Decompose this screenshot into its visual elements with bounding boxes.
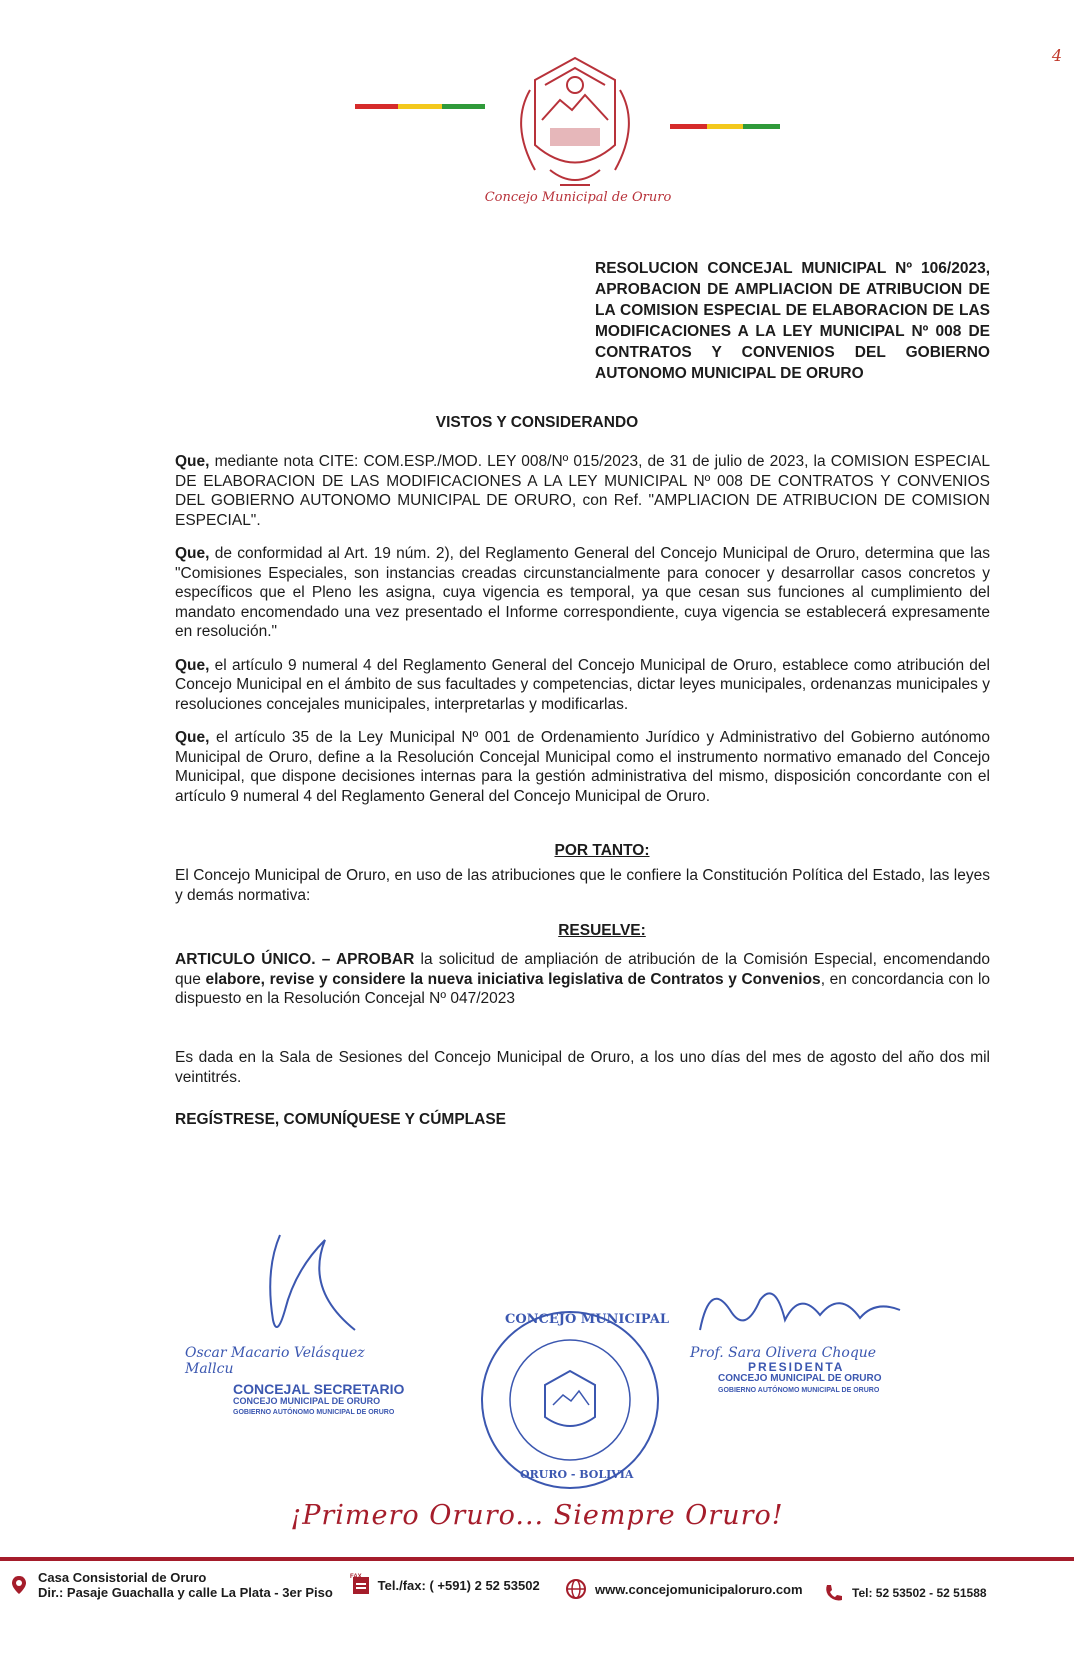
page-number-mark: 4: [1051, 46, 1062, 65]
footer-slogan: ¡Primero Oruro... Siempre Oruro!: [290, 1500, 784, 1531]
por-tanto-heading: POR TANTO:: [554, 842, 650, 859]
considerandos: [175, 452, 990, 820]
president-signature-block: [690, 1280, 920, 1460]
president-name: Prof. Sara Olivera Choque: [690, 1345, 877, 1361]
phone-icon: [822, 1582, 844, 1604]
considerando-paragraph: Que, el artículo 9 numeral 4 del Reglamento General del Concejo Municipal de Oruro, establece como atribución del Concejo Municipal en el ámbito de sus facultades y competencias, dictar leyes municipales, ordenanzas municipales y resoluciones concejales municipales, interpretarlas y modificarlas.: [175, 656, 990, 713]
secretary-signature: [185, 1230, 385, 1340]
seal-top-text: CONCEJO MUNICIPAL: [505, 1312, 669, 1327]
telfax-block: [350, 1574, 540, 1596]
president-stamp: PRESIDENTA CONCEJO MUNICIPAL DE ORURO GOBIERNO AUTÓNOMO MUNICIPAL DE ORURO: [718, 1360, 882, 1394]
document-header: [0, 40, 1074, 220]
document-footer: [0, 1564, 1074, 1644]
article-lead: ARTICULO ÚNICO. – APROBAR: [175, 951, 415, 968]
seal-bottom-text: ORURO - BOLIVIA: [520, 1468, 634, 1481]
considerando-paragraph: Que, el artículo 35 de la Ley Municipal Nº 001 de Ordenamiento Jurídico y Administrativo del Gobierno autónomo Municipal de Oruro, define a la Resolución Concejal Municipal como el instrumento normativo emanado del Concejo Municipal, que dispone decisiones internas para la gestión administrativa del mismo, disposición concordante con el artículo 9 numeral 4 del Reglamento General del Concejo Municipal de Oruro.: [175, 729, 990, 805]
articulo-unico: ARTICULO ÚNICO. – APROBAR la solicitud de ampliación de atribución de la Comisión Especial, encomendando que elabore, revise y considere la nueva iniciativa legislativa de Contratos y Convenios, en concordancia con lo dispuesto en la Resolución Concejal Nº 047/2023: [175, 951, 991, 1007]
considerando-paragraph: Que, de conformidad al Art. 19 núm. 2), del Reglamento General del Concejo Municipal de Oruro, determina que las "Comisiones Especiales, son instancias creadas circunstancialmente para conocer y desarrollar casos concretos y específicos que el Pleno les asigna, cuya vigencia es temporal, ya que cesan sus funciones al cumplimiento del mandato encomendado una vez presentado el Informe correspondiente, cuya vigencia se establecerá expresamente en resolución.": [175, 545, 990, 640]
resuelve-heading: RESUELVE:: [558, 922, 646, 939]
tel-text: Tel: 52 53502 - 52 51588: [852, 1586, 987, 1600]
emblem-caption: Concejo Municipal de Oruro: [484, 190, 672, 205]
website-link[interactable]: www.concejomunicipaloruro.com: [595, 1581, 803, 1597]
secretary-signature-block: [185, 1230, 415, 1470]
address-block: Casa Consistorial de Oruro Dir.: Pasaje Guachalla y calle La Plata - 3er Piso: [8, 1570, 333, 1600]
secretary-name: Oscar Macario Velásquez Mallcu: [185, 1345, 365, 1377]
president-signature: [690, 1280, 910, 1340]
registrese-line: REGÍSTRESE, COMUNÍQUESE Y CÚMPLASE: [175, 1111, 507, 1128]
por-tanto-text: El Concejo Municipal de Oruro, en uso de las atribuciones que le confiere la Constitución Política del Estado, las leyes y demás normativa:: [175, 867, 990, 904]
footer-divider: [0, 1557, 1074, 1561]
fax-label: FAX: [350, 1574, 362, 1580]
closing-text: Es dada en la Sala de Sesiones del Concejo Municipal de Oruro, a los uno días del mes de agosto del año dos mil veintitrés.: [175, 1049, 990, 1086]
globe-icon: [565, 1578, 587, 1600]
official-seal: [475, 1305, 665, 1495]
resolution-title: RESOLUCION CONCEJAL MUNICIPAL Nº 106/2023, APROBACION DE AMPLIACION DE ATRIBUCION DE LA COMISION ESPECIAL DE ELABORACION DE LAS MODIFICACIONES A LA LEY MUNICIPAL Nº 008 DE CONTRATOS Y CONVENIOS DEL GOBIERNO AUTONOMO MUNICIPAL DE ORURO: [595, 260, 990, 382]
location-pin-icon: [8, 1574, 30, 1596]
signature-area: [0, 1230, 1074, 1490]
tel-block: [822, 1582, 987, 1604]
secretary-stamp: CONCEJAL SECRETARIO CONCEJO MUNICIPAL DE ORURO GOBIERNO AUTÓNOMO MUNICIPAL DE ORURO: [233, 1381, 405, 1416]
considerando-paragraph: Que, mediante nota CITE: COM.ESP./MOD. LEY 008/Nº 015/2023, de 31 de julio de 2023, la COMISION ESPECIAL DE ELABORACION DE LAS MODIFICACIONES A LA LEY MUNICIPAL Nº 008 DE CONTRATOS Y CONVENIOS DEL GOBIERNO AUTONOMO MUNICIPAL DE ORURO, con Ref. "AMPLIACION DE ATRIBUCION DE COMISION ESPECIAL".: [175, 453, 990, 529]
telfax-text: Tel./fax: ( +591) 2 52 53502: [377, 1577, 540, 1593]
flag-stripe-right: [670, 124, 780, 129]
flag-stripe-left: [355, 104, 485, 109]
website-block: [565, 1578, 803, 1600]
vistos-heading: VISTOS Y CONSIDERANDO: [435, 414, 639, 431]
